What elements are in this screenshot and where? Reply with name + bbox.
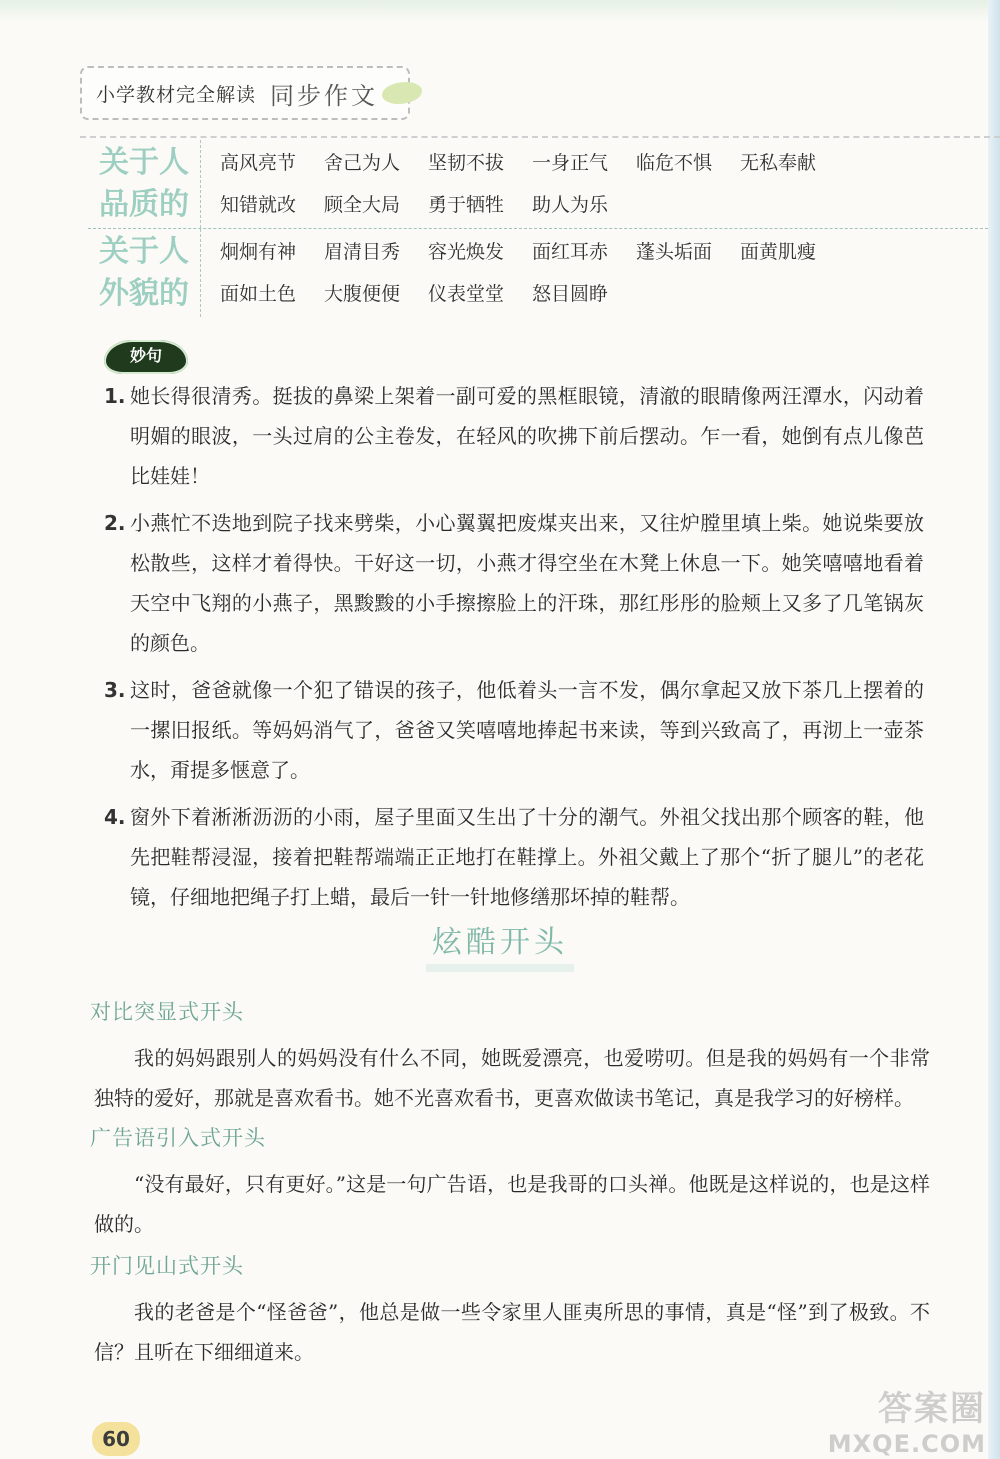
opening-text: 我的老爸是个“怪爸爸”，他总是做一些令家里人匪夷所思的事情，真是“怪”到了极致。不信？且听在下细细道来。 — [94, 1300, 930, 1364]
vocab-word: 大腹便便 — [324, 283, 401, 305]
sentence-number: 4. — [104, 805, 126, 829]
vocab-word: 面黄肌瘦 — [740, 241, 817, 263]
page-edge — [988, 0, 1000, 1459]
vocab-word: 炯炯有神 — [220, 241, 297, 263]
section-title — [0, 922, 1000, 972]
site-watermark — [806, 1381, 986, 1458]
opening-title: 对比突显式开头 — [90, 1000, 244, 1024]
sentence-text: 窗外下着淅淅沥沥的小雨，屋子里面又生出了十分的潮气。外祖父找出那个顾客的鞋，他先把鞋帮浸湿，接着把鞋帮端端正正地打在鞋撑上。外祖父戴上了那个“折了腿儿”的老花镜，仔细地把绳子打上蜡，最后一针一针地修缮那坏掉的鞋帮。 — [130, 805, 924, 909]
vocab-category — [88, 140, 201, 228]
sentence-number: 2. — [104, 511, 126, 535]
vocab-word: 舍己为人 — [324, 152, 401, 174]
vocab-word: 一身正气 — [532, 152, 609, 174]
leaf-decoration-icon — [382, 82, 422, 104]
vocab-word: 仪表堂堂 — [428, 283, 505, 305]
vocab-word: 面红耳赤 — [532, 241, 609, 263]
watermark-url: MXQE.COM — [827, 1430, 986, 1458]
sentence-list — [104, 376, 924, 924]
vocab-word: 面如土色 — [220, 283, 297, 305]
vocab-word: 蓬头垢面 — [636, 241, 713, 263]
vocab-word: 无私奉献 — [740, 152, 817, 174]
opening-example — [90, 1250, 930, 1372]
sentence-number: 1. — [104, 384, 126, 408]
sentence-item — [104, 376, 924, 496]
vocab-word: 容光焕发 — [428, 241, 505, 263]
vocab-category — [88, 229, 201, 317]
header-divider — [80, 136, 1000, 138]
book-header — [80, 66, 410, 120]
opening-title: 广告语引入式开头 — [90, 1126, 266, 1150]
opening-text: 我的妈妈跟别人的妈妈没有什么不同，她既爱漂亮，也爱唠叨。但是我的妈妈有一个非常独特的爱好，那就是喜欢看书。她不光喜欢看书，更喜欢做读书笔记，真是我学习的好榜样。 — [94, 1046, 930, 1110]
vocab-word: 勇于牺牲 — [428, 194, 505, 216]
vocab-category-line: 关于人 — [99, 234, 189, 269]
sentences-badge: 妙句 — [104, 340, 188, 374]
vocab-row — [220, 190, 618, 217]
opening-example — [90, 996, 930, 1118]
vocab-word: 助人为乐 — [532, 194, 609, 216]
page-number: 60 — [92, 1422, 140, 1456]
vocab-word: 眉清目秀 — [324, 241, 401, 263]
opening-text: “没有最好，只有更好。”这是一句广告语，也是我哥的口头禅。他既是这样说的，也是这样做的。 — [94, 1172, 930, 1236]
vocab-word: 高风亮节 — [220, 152, 297, 174]
sentence-item — [104, 503, 924, 663]
vocabulary-table — [88, 140, 988, 317]
vocab-category-line: 外貌的 — [99, 276, 189, 311]
page-top-band — [0, 0, 1000, 22]
vocab-group — [88, 140, 988, 228]
watermark-logo-text: 答案圈 — [878, 1389, 986, 1429]
vocab-group — [88, 228, 988, 317]
vocab-word: 临危不惧 — [636, 152, 713, 174]
sentence-text: 小燕忙不迭地到院子找来劈柴，小心翼翼把废煤夹出来，又往炉膛里填上柴。她说柴要放松散些，这样才着得快。干好这一切，小燕才得空坐在木凳上休息一下。她笑嘻嘻地看着天空中飞翔的小燕子，黑黢黢的小手擦擦脸上的汗珠，那红彤彤的脸颊上又多了几笔锅灰的颜色。 — [130, 511, 924, 655]
book-subtitle: 同步作文 — [270, 81, 379, 110]
vocab-row — [220, 237, 826, 264]
sentence-text: 她长得很清秀。挺拔的鼻梁上架着一副可爱的黑框眼镜，清澈的眼睛像两汪潭水，闪动着明媚的眼波，一头过肩的公主卷发，在轻风的吹拂下前后摆动。乍一看，她倒有点儿像芭比娃娃！ — [130, 384, 924, 488]
sentence-text: 这时，爸爸就像一个犯了错误的孩子，他低着头一言不发，偶尔拿起又放下茶几上摆着的一摞旧报纸。等妈妈消气了，爸爸又笑嘻嘻地捧起书来读，等到兴致高了，再沏上一壶茶水，甭提多惬意了。 — [130, 678, 924, 782]
vocab-word: 顾全大局 — [324, 194, 401, 216]
section-title-text: 炫酷开头 — [426, 922, 574, 972]
opening-title: 开门见山式开头 — [90, 1254, 244, 1278]
sentence-item — [104, 797, 924, 917]
sentence-number: 3. — [104, 678, 126, 702]
vocab-word: 怒目圆睁 — [532, 283, 609, 305]
vocab-row — [220, 148, 826, 175]
vocab-word: 坚韧不拔 — [428, 152, 505, 174]
opening-example — [90, 1122, 930, 1244]
vocab-category-line: 品质的 — [99, 187, 189, 222]
series-title: 小学教材完全解读 — [96, 83, 257, 106]
vocab-row — [220, 279, 618, 306]
vocab-category-line: 关于人 — [99, 145, 189, 180]
sentence-item — [104, 670, 924, 790]
vocab-word: 知错就改 — [220, 194, 297, 216]
